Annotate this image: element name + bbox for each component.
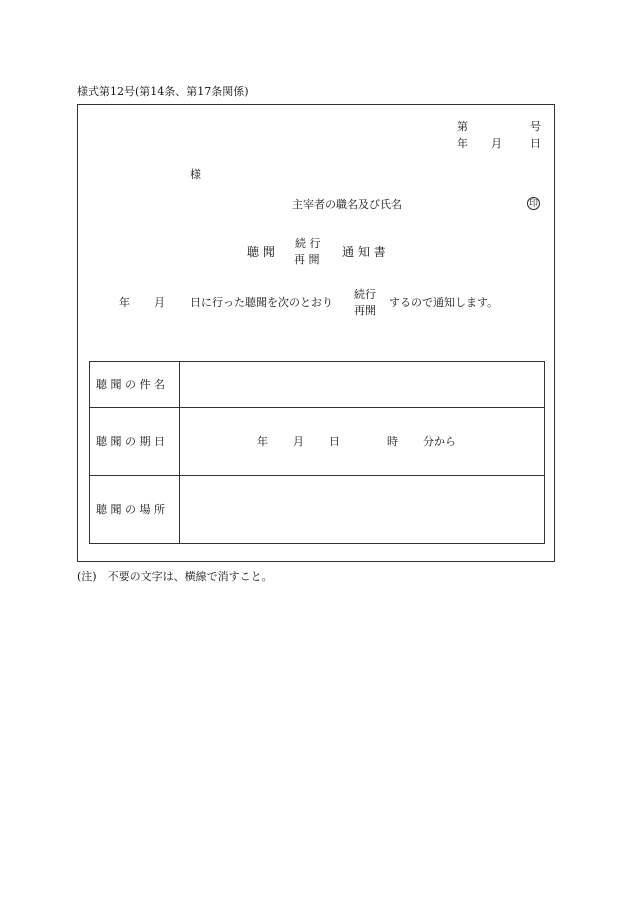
date-year: 年 (257, 435, 268, 448)
title-option-top: 続 行 (295, 237, 321, 250)
body-text-before: 日に行った聴聞を次のとおり (190, 296, 333, 309)
row-label-subject: 聴 聞 の 件 名 (96, 378, 165, 391)
body-option-bottom: 再開 (354, 304, 376, 317)
body-month: 月 (154, 296, 165, 309)
date-day: 日 (329, 435, 340, 448)
header-month: 月 (491, 137, 502, 150)
title-option-bottom: 再 開 (294, 253, 320, 266)
row-label-place: 聴 聞 の 場 所 (96, 503, 165, 516)
row-label-date: 聴 聞 の 期 日 (96, 435, 165, 448)
date-month: 月 (293, 435, 304, 448)
header-go: 号 (530, 120, 541, 133)
header-year: 年 (457, 137, 468, 150)
form-number: 様式第12号(第14条、第17条関係) (77, 85, 249, 98)
sender-label: 主宰者の職名及び氏名 (292, 198, 402, 211)
date-hour: 時 (387, 435, 398, 448)
seal-mark: 印 (528, 199, 538, 209)
addressee-suffix: 様 (190, 168, 201, 181)
hearing-table (89, 361, 545, 544)
body-option-top: 続行 (354, 288, 376, 301)
title-prefix: 聴 聞 (247, 245, 275, 259)
date-minute-from: 分から (423, 435, 456, 448)
header-dai: 第 (457, 120, 468, 133)
header-day: 日 (530, 137, 541, 150)
body-year: 年 (119, 296, 130, 309)
footnote: (注) 不要の文字は、横線で消すこと。 (77, 570, 273, 583)
body-text-after: するので通知します。 (389, 296, 499, 309)
title-suffix: 通 知 書 (342, 245, 386, 259)
